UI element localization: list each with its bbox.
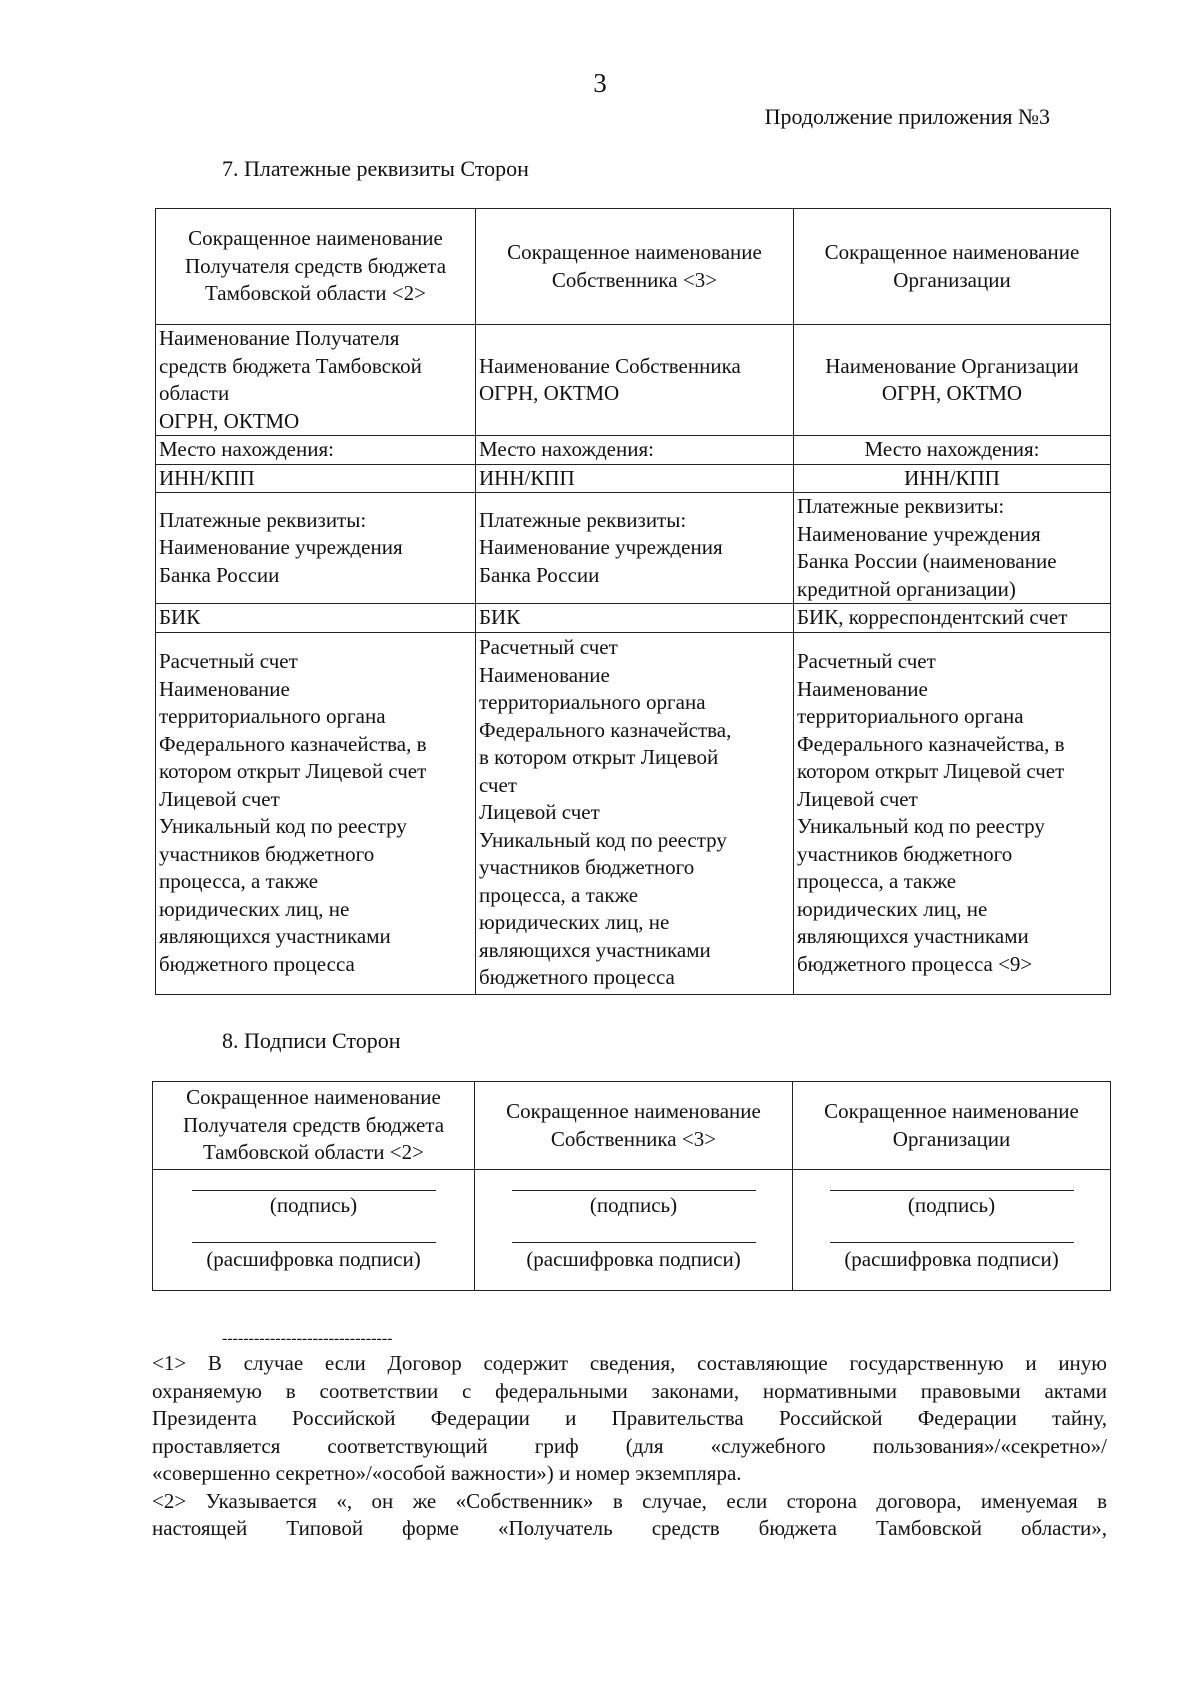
recipient-inn-cell: ИНН/КПП	[156, 464, 476, 493]
decoding-line	[512, 1242, 756, 1243]
table-row	[156, 436, 1111, 465]
page-number: 3	[593, 68, 607, 98]
header-recipient: Сокращенное наименование Получателя средств бюджета Тамбовской области <2>	[156, 209, 476, 325]
table-row	[156, 325, 1111, 436]
footnote-line: охраняемую в соответствии с федеральными законами, нормативными правовыми актами	[152, 1378, 1107, 1403]
signature-label: (подпись)	[589, 1193, 678, 1217]
recipient-accounts-cell: Расчетный счет Наименование территориального органа Федерального казначейства, в котором открыт Лицевой счет Лицевой счет Уникальный код по реестру участников бюджетного процесса, а также юридических лиц, не являющихся участниками бюджетного процесса	[156, 632, 476, 994]
section-8-title: 8. Подписи Сторон	[222, 1028, 401, 1053]
footnote-line: <1> В случае если Договор содержит сведения, составляющие государственную и иную	[152, 1351, 1107, 1375]
recipient-location-cell: Место нахождения:	[156, 436, 476, 465]
decoding-line	[192, 1242, 436, 1243]
owner-bank-cell: Платежные реквизиты: Наименование учреждения Банка России	[476, 493, 794, 604]
sig-header-owner: Сокращенное наименование Собственника <3>	[475, 1082, 793, 1170]
table-row	[156, 493, 1111, 604]
table-row	[156, 604, 1111, 633]
signature-label: (подпись)	[907, 1193, 996, 1217]
footnote-line: настоящей Типовой форме «Получатель средств бюджета Тамбовской области»,	[152, 1516, 1107, 1540]
signature-row	[153, 1170, 1111, 1291]
header-owner: Сокращенное наименование Собственника <3>	[476, 209, 794, 325]
organization-bank-cell: Платежные реквизиты: Наименование учреждения Банка России (наименование кредитной организации)	[794, 493, 1111, 604]
payment-details-table	[155, 208, 1111, 995]
signature-line	[192, 1190, 436, 1191]
decoding-label: (расшифровка подписи)	[844, 1247, 1059, 1271]
owner-accounts-cell: Расчетный счет Наименование территориального органа Федерального казначейства, в котором открыт Лицевой счет Лицевой счет Уникальный код по реестру участников бюджетного процесса, а также юридических лиц, не являющихся участниками бюджетного процесса	[476, 632, 794, 994]
recipient-bank-cell: Платежные реквизиты: Наименование учреждения Банка России	[156, 493, 476, 604]
decoding-label: (расшифровка подписи)	[526, 1247, 741, 1271]
recipient-bik-cell: БИК	[156, 604, 476, 633]
organization-signature-cell	[793, 1170, 1111, 1291]
footnote-line: проставляется соответствующий гриф (для «служебного пользования»/«секретно»/	[152, 1433, 1107, 1458]
decoding-line	[830, 1242, 1074, 1243]
sig-header-recipient: Сокращенное наименование Получателя средств бюджета Тамбовской области <2>	[153, 1082, 475, 1170]
owner-bik-cell: БИК	[476, 604, 794, 633]
table-header-row	[156, 209, 1111, 325]
sig-header-organization: Сокращенное наименование Организации	[793, 1082, 1111, 1170]
recipient-name-cell: Наименование Получателя средств бюджета Тамбовской области ОГРН, ОКТМО	[156, 325, 476, 436]
signatures-table	[152, 1081, 1111, 1291]
owner-signature-cell	[475, 1170, 793, 1291]
organization-location-cell: Место нахождения:	[794, 436, 1111, 465]
owner-name-cell: Наименование Собственника ОГРН, ОКТМО	[476, 325, 794, 436]
footnote-line: «совершенно секретно»/«особой важности») и номер экземпляра.	[152, 1461, 742, 1485]
organization-inn-cell: ИНН/КПП	[794, 464, 1111, 493]
footnote-line: <2> Указывается «, он же «Собственник» в случае, если сторона договора, именуемая в	[152, 1488, 1107, 1513]
header-organization: Сокращенное наименование Организации	[794, 209, 1111, 325]
section-7-title: 7. Платежные реквизиты Сторон	[222, 156, 529, 181]
signature-line	[830, 1190, 1074, 1191]
table-header-row	[153, 1082, 1111, 1170]
signature-label: (подпись)	[269, 1193, 358, 1217]
signature-line	[512, 1190, 756, 1191]
footnotes	[152, 1350, 1107, 1543]
owner-location-cell: Место нахождения:	[476, 436, 794, 465]
owner-inn-cell: ИНН/КПП	[476, 464, 794, 493]
table-row	[156, 464, 1111, 493]
appendix-note: Продолжение приложения №3	[764, 104, 1050, 129]
decoding-label: (расшифровка подписи)	[206, 1247, 421, 1271]
organization-name-cell: Наименование Организации ОГРН, ОКТМО	[794, 325, 1111, 436]
recipient-signature-cell	[153, 1170, 475, 1291]
organization-bik-cell: БИК, корреспондентский счет	[794, 604, 1111, 633]
organization-accounts-cell: Расчетный счет Наименование территориального органа Федерального казначейства, в котором открыт Лицевой счет Лицевой счет Уникальный код по реестру участников бюджетного процесса, а также юридических лиц, не являющихся участниками бюджетного процесса <9>	[794, 632, 1111, 994]
footnote-line: Президента Российской Федерации и Правительства Российской Федерации тайну,	[152, 1406, 1107, 1430]
table-row	[156, 632, 1111, 994]
footnote-separator: --------------------------------	[222, 1330, 393, 1347]
